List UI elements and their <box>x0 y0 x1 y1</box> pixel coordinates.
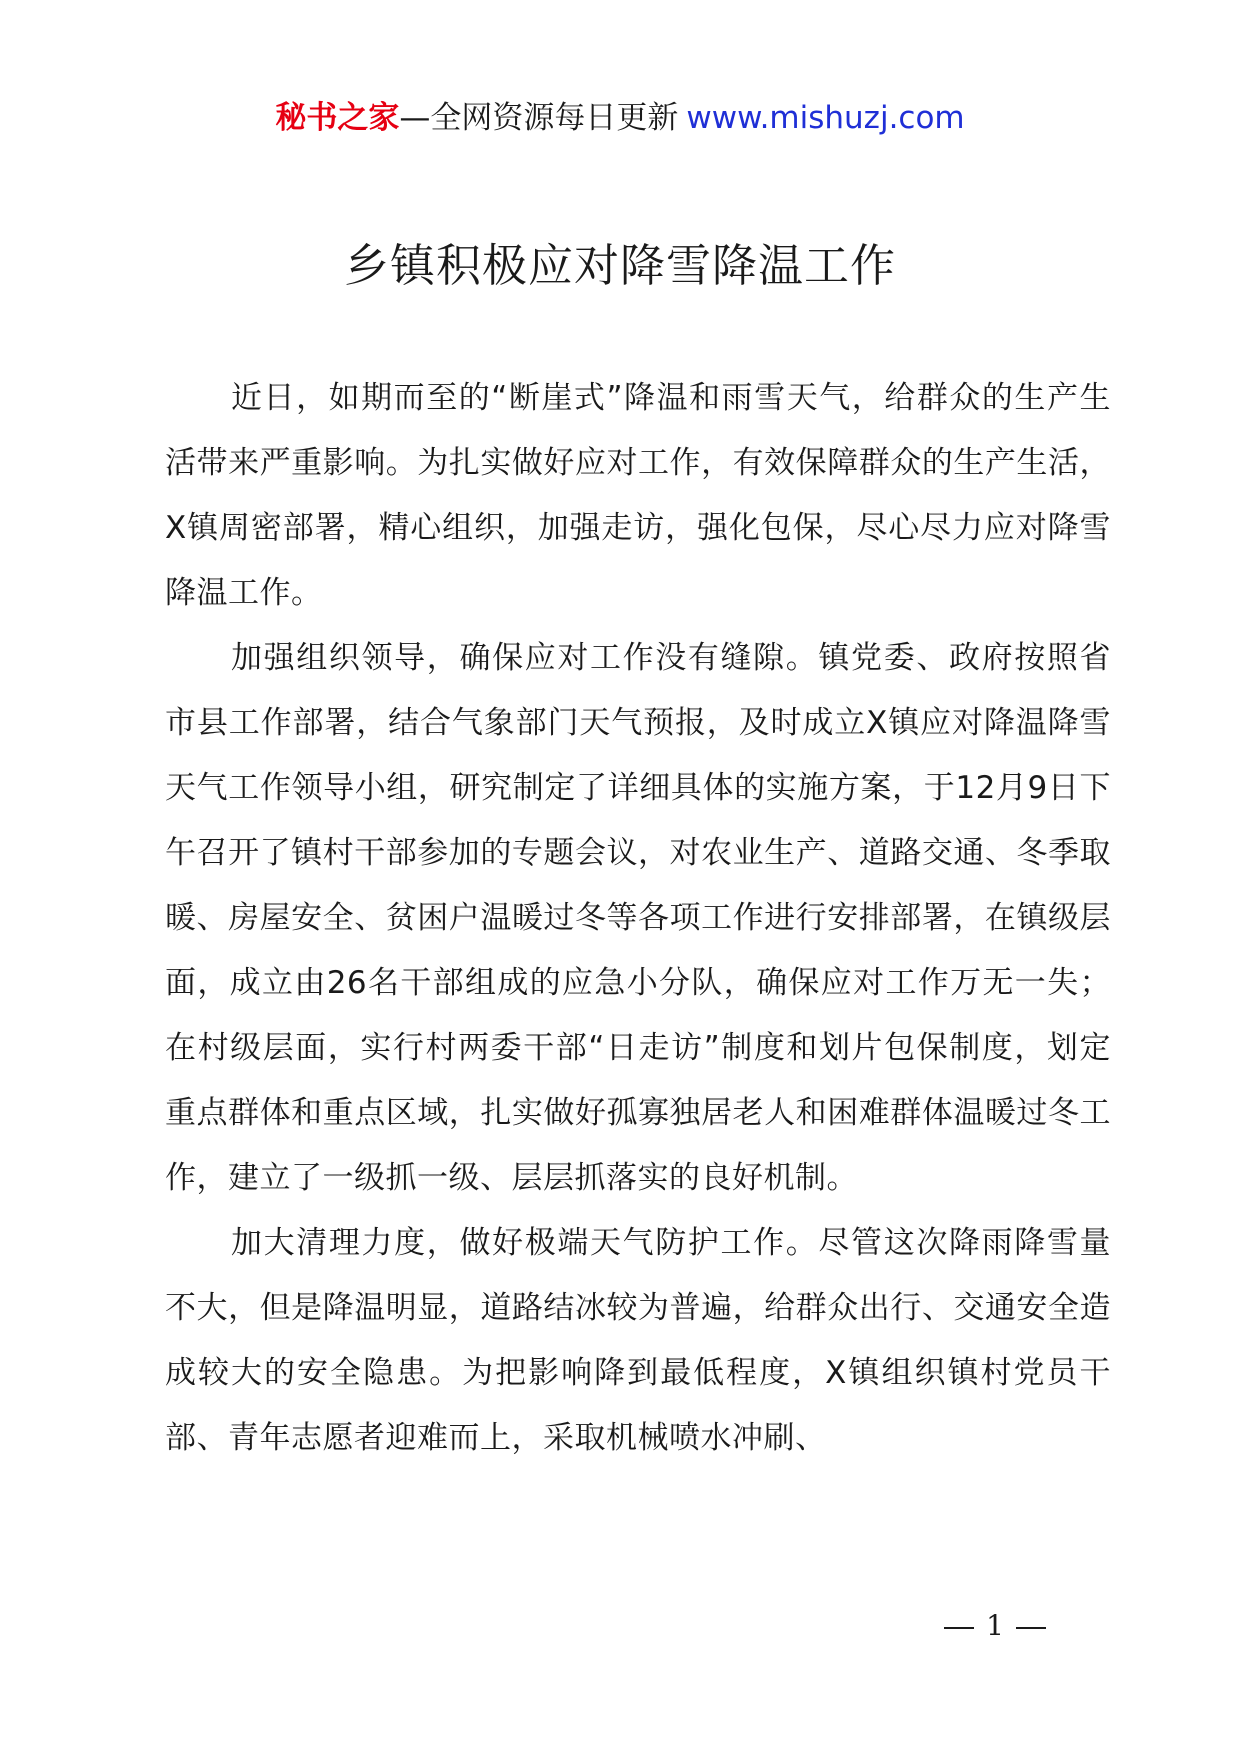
page-number-left-dash <box>944 1627 974 1629</box>
document-title: 乡镇积极应对降雪降温工作 <box>343 239 896 292</box>
paragraph-intro: 近日，如期而至的“断崖式”降温和雨雪天气，给群众的生产生活带来严重影响。为扎实做好应对工作，有效保障群众的生产生活，X镇周密部署，精心组织，加强走访，强化包保，尽心尽力应对降雪降温工作。 <box>165 380 1111 611</box>
paragraph-organization: 加强组织领导，确保应对工作没有缝隙。镇党委、政府按照省市县工作部署，结合气象部门天气预报，及时成立X镇应对降温降雪天气工作领导小组，研究制定了详细具体的实施方案，于12月9日下午召开了镇村干部参加的专题会议，对农业生产、道路交通、冬季取暖、房屋安全、贫困户温暖过冬等各项工作进行安排部署，在镇级层面，成立由26名干部组成的应急小分队，确保应对工作万无一失；在村级层面，实行村两委干部“日走访”制度和划片包保制度，划定重点群体和重点区域，扎实做好孤寡独居老人和困难群体温暖过冬工作，建立了一级抓一级、层层抓落实的良好机制。 <box>165 640 1111 1196</box>
site-header-banner <box>0 98 1240 138</box>
site-brand-name: 秘书之家 <box>275 100 400 136</box>
page-number-right-dash <box>1016 1627 1046 1629</box>
page-number-value: 1 <box>986 1609 1004 1642</box>
site-url-link[interactable]: www.mishuzj.com <box>686 100 965 136</box>
page-number-footer <box>930 1608 1060 1644</box>
paragraph-cleanup: 加大清理力度，做好极端天气防护工作。尽管这次降雨降雪量不大，但是降温明显，道路结冰较为普遍，给群众出行、交通安全造成较大的安全隐患。为把影响降到最低程度，X镇组织镇村党员干部、青年志愿者迎难而上，采取机械喷水冲刷、 <box>165 1225 1111 1456</box>
document-body <box>165 366 1111 1471</box>
site-slogan: —全网资源每日更新 <box>399 100 679 136</box>
